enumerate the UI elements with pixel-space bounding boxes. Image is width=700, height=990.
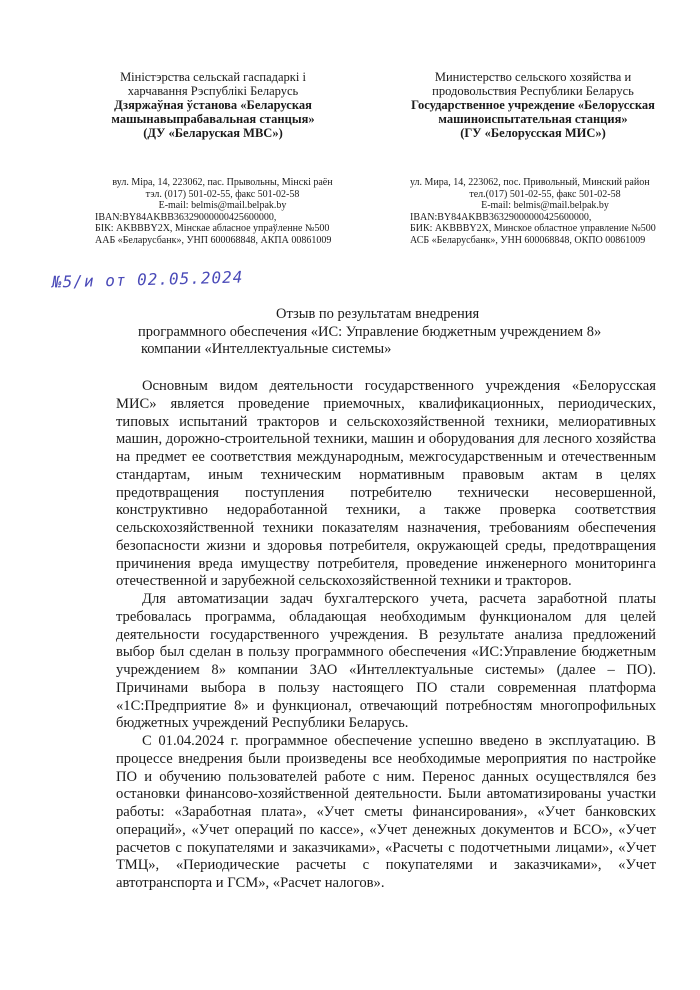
address-ru-street: ул. Мира, 14, 223062, пос. Привольный, Минский район bbox=[410, 177, 650, 188]
paragraph: Основным видом деятельности государственного учреждения «Белорусская МИС» является проведение приемочных, квалификационных, периодических, типовых испытаний тракторов и сельскохозяйственной техники, мелиоративных машин, дорожно-строительной техники, машин и оборудования для лесного хозяйства на предмет ее соответствия международным, межгосударственным и отечественным стандартам, иным техническим нормативным правовым актам в целях предотвращения поступления потребителю технически несовершенной, конструктивно недоработанной техники, а также проверка соответствия сельскохозяйственной техники показателям назначения, требованиям обеспечения безопасности жизни и здоровья потребителя, окружающей среды, предотвращения причинения вреда имуществу потребителя, проведение инженерного мониторинга отечественной и зарубежной сельскохозяйственной техники и тракторов. bbox=[116, 378, 656, 590]
title-line2: программного обеспечения «ИС: Управление бюджетным учреждением 8» bbox=[138, 323, 602, 340]
ministry-name-by-line2: харчавання Рэспублікі Беларусь bbox=[127, 84, 299, 98]
paragraph: Для автоматизации задач бухгалтерского учета, расчета заработной платы требовалась программа, обладающая необходимым функционалом для целей деятельности государственного учреждения. В результате анализа предложений выбор был сделан в пользу программного обеспечения «ИС:Управление бюджетным учреждением 8» компании ЗАО «Интеллектуальные системы» (далее – ПО). Причинами выбора в пользу настоящего ПО стали современная платформа «1С:Предприятие 8» и функционал, отвечающий потребностям многопрофильных бюджетных учреждений Республики Беларусь. bbox=[116, 591, 656, 732]
org-name-by-line1: Дзяржаўная ўстанова «Беларуская bbox=[114, 98, 312, 112]
address-ru-email: E-mail: belmis@mail.belpak.by bbox=[481, 200, 609, 212]
org-short-name-by: (ДУ «Беларуская МВС») bbox=[143, 126, 283, 140]
address-by-bank: ААБ «Беларусбанк», УНП 600068848, АКПА 00861009 bbox=[95, 234, 332, 246]
address-ru-bic: БИК: AKBBBY2X, Минское областное управление №500 bbox=[410, 223, 656, 235]
letterhead-belarusian bbox=[88, 70, 338, 140]
address-ru-iban: IBAN:BY84AKBB36329000000425600000, bbox=[410, 211, 592, 223]
address-by-phone: тэл. (017) 501-02-55, факс 501-02-58 bbox=[145, 188, 300, 200]
ministry-name-ru-line1: Министерство сельского хозяйства и bbox=[434, 70, 632, 84]
address-by-iban: IBAN:BY84AKBB36329000000425600000, bbox=[95, 211, 277, 223]
ministry-name-ru-line2: продовольствия Республики Беларусь bbox=[432, 84, 634, 98]
document-title bbox=[138, 306, 608, 359]
org-name-by-line2: машынавыпрабавальная станцыя» bbox=[111, 112, 315, 126]
document-body bbox=[116, 378, 656, 893]
paragraph: С 01.04.2024 г. программное обеспечение успешно введено в эксплуатацию. В процессе внедрения были произведены все необходимые мероприятия по настройке ПО и обучению пользователей работе с ним. Перенос данных осуществлялся без остановки финансово-хозяйственной деятельности. Были автоматизированы участки работы: «Заработная плата», «Учет сметы финансирования», «Учет банковских операций», «Учет операций по кассе», «Учет денежных документов и БСО», «Учет расчетов с покупателями и заказчиками», «Расчеты с подотчетными лицами», «Учет ТМЦ», «Периодические расчеты с покупателями и заказчиками», «Учет автотранспорта и ГСМ», «Расчет налогов». bbox=[116, 733, 656, 891]
address-ru-bank: АСБ «Беларусбанк», УНН 600068848, ОКПО 00861009 bbox=[410, 234, 646, 246]
ministry-name-by-line1: Міністэрства сельскай гаспадаркі і bbox=[120, 70, 306, 84]
registration-number: №5/и от 02.05.2024 bbox=[51, 267, 244, 292]
title-line3: компании «Интеллектуальные системы» bbox=[141, 341, 392, 357]
letterhead-russian bbox=[402, 70, 664, 140]
address-by-bic: БІК: AKBBBY2X, Мінскае абласное упраўленне №500 bbox=[95, 223, 330, 235]
title-line1: Отзыв по результатам внедрения bbox=[276, 306, 480, 322]
org-name-ru-line1: Государственное учреждение «Белорусская bbox=[411, 98, 655, 112]
address-ru-phone: тел.(017) 501-02-55, факс 501-02-58 bbox=[469, 188, 621, 200]
address-block-ru bbox=[410, 177, 680, 247]
address-block-by bbox=[95, 177, 350, 247]
address-by-street: вул. Міра, 14, 223062, пас. Прывольны, Мінскі раён bbox=[112, 177, 333, 188]
org-short-name-ru: (ГУ «Белорусская МИС») bbox=[460, 126, 606, 140]
address-by-email: E-mail: belmis@mail.belpak.by bbox=[158, 200, 287, 212]
org-name-ru-line2: машиноиспытательная станция» bbox=[438, 112, 628, 126]
